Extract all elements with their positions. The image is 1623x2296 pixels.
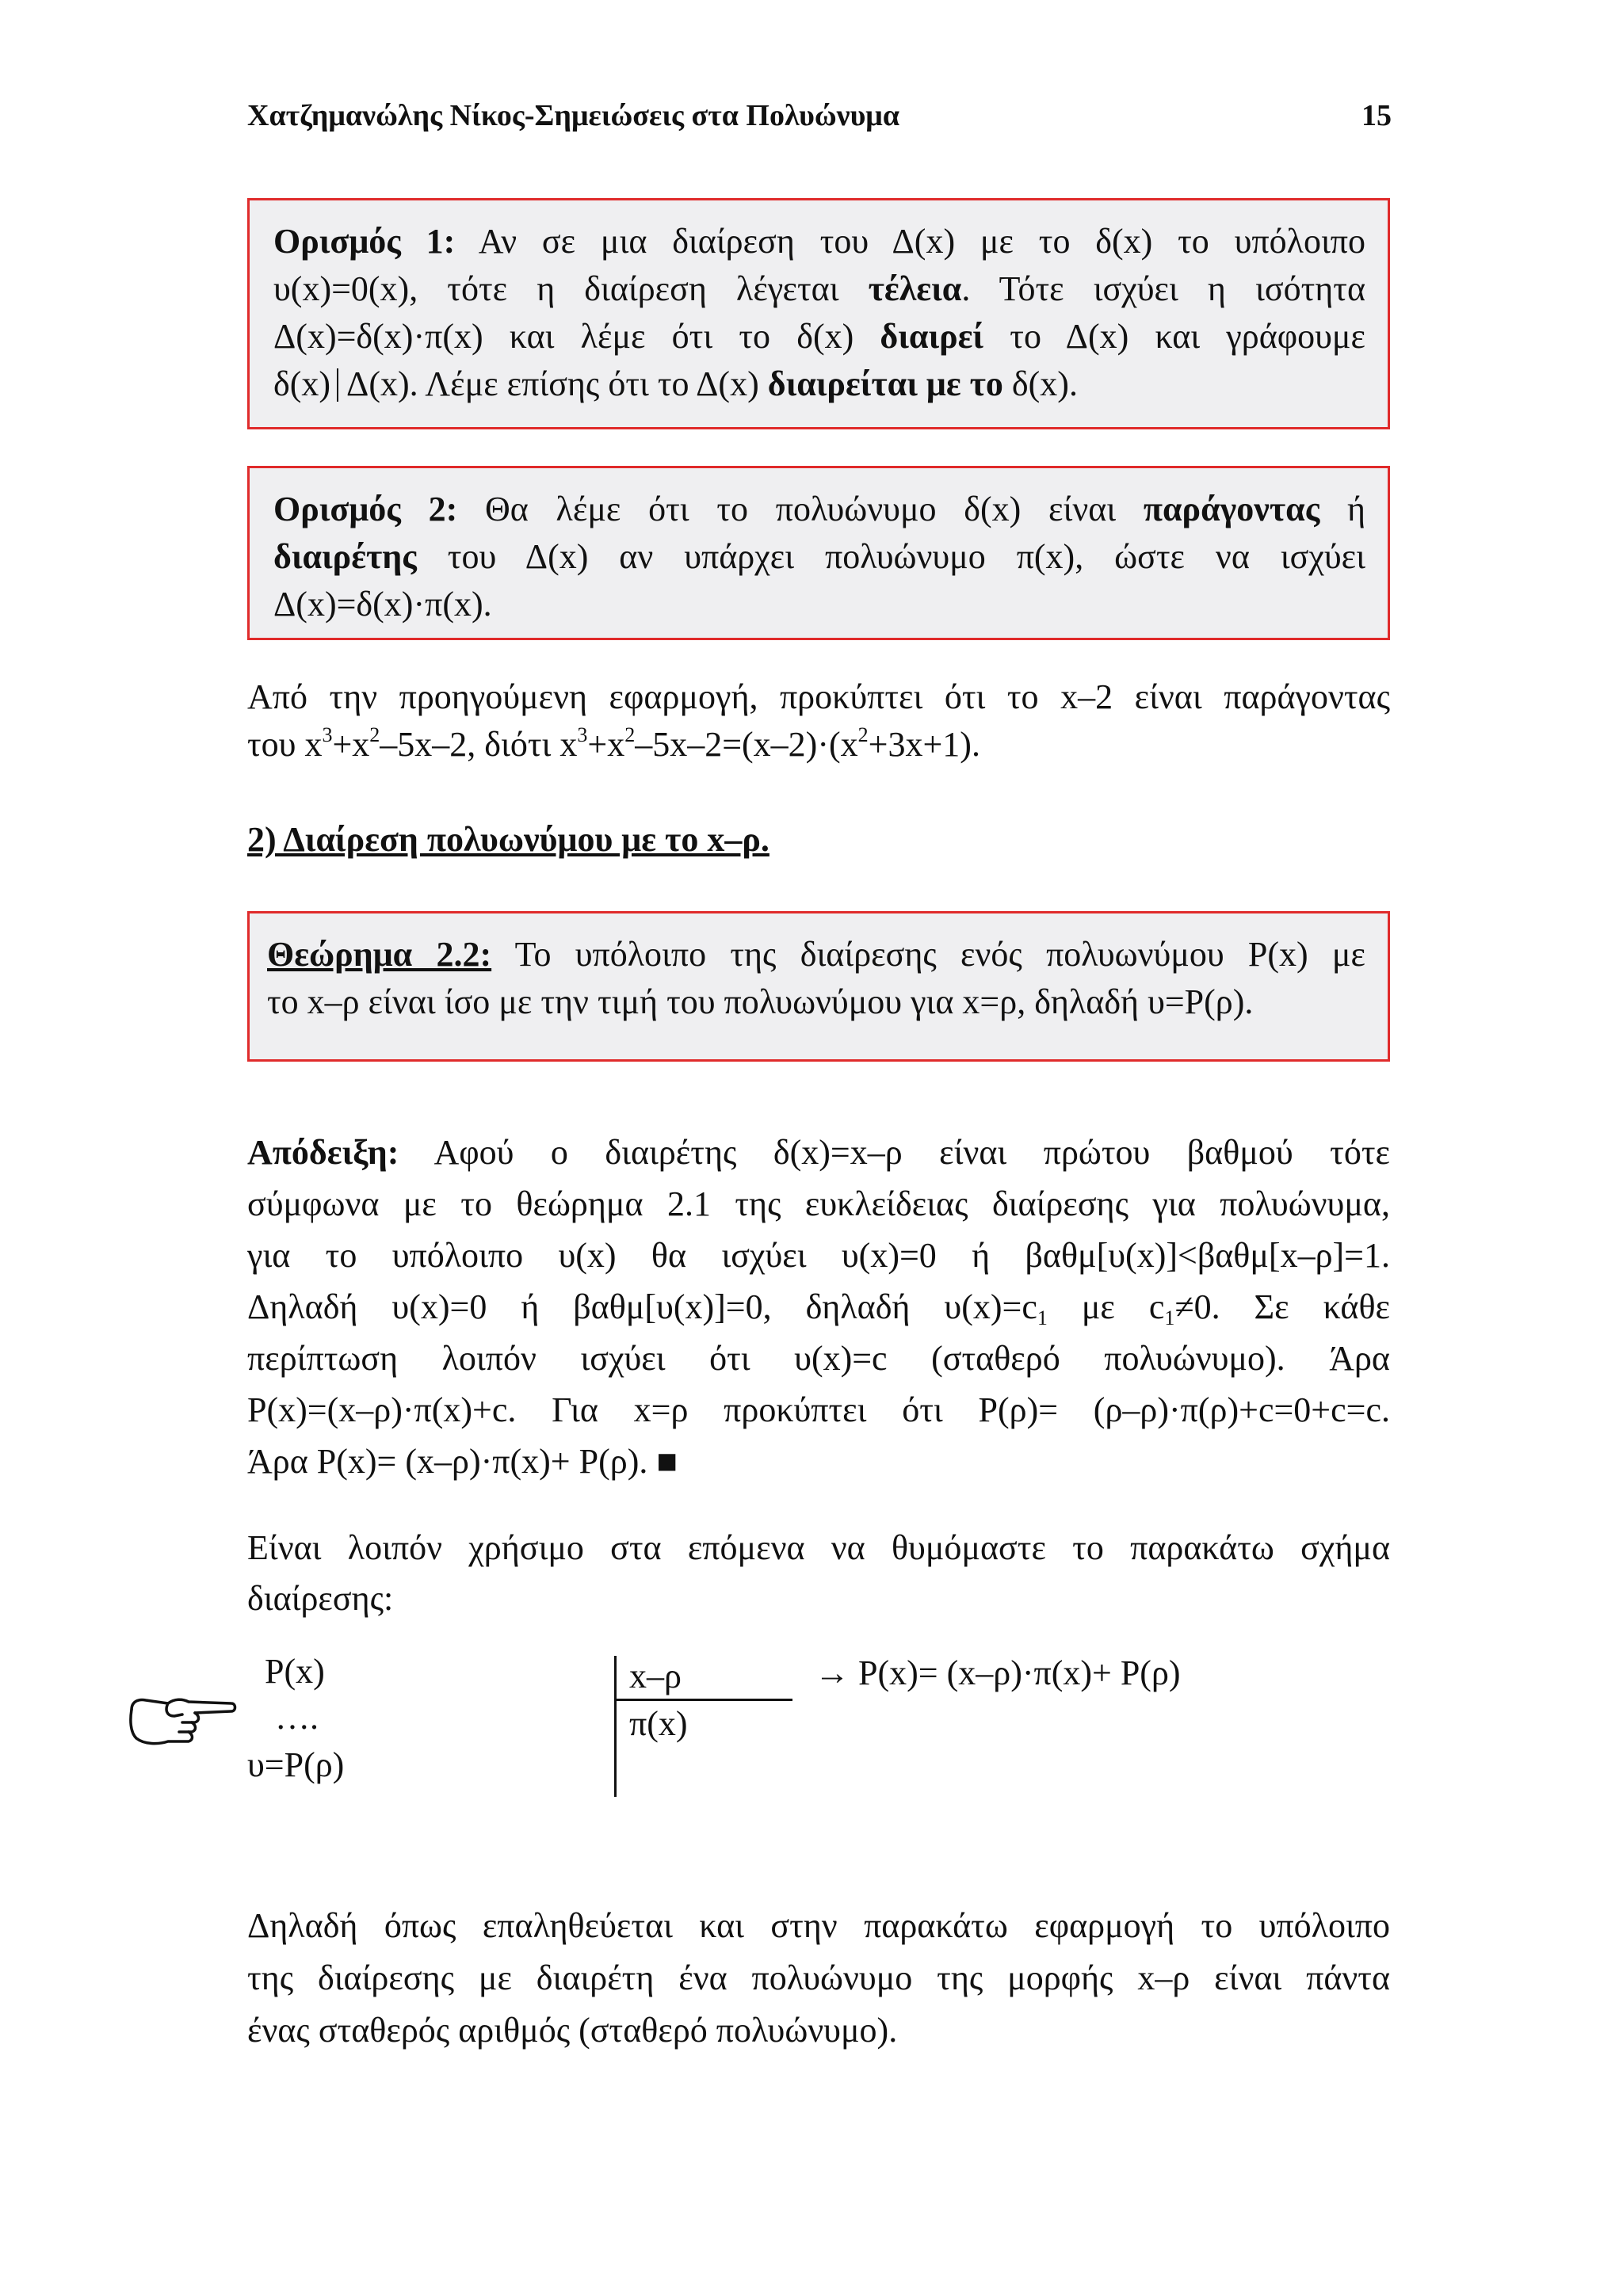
proof-label: Απόδειξη: <box>247 1133 399 1172</box>
closing-paragraph: Δηλαδή όπως επαληθεύεται και στην παρακάτω εφαρμογή το υπόλοιπο της διαίρεσης με διαιρέτη ένα πολυώνυμο της μορφής x–ρ είναι πάντα ένας σταθερός αριθμός (σταθερό πολυώνυμο). <box>247 1906 1390 2050</box>
division-scheme <box>247 1648 1181 1806</box>
page-number: 15 <box>1361 99 1392 132</box>
factor-paragraph: Από την προηγούμενη εφαρμογή, προκύπτει ότι το x–2 είναι παράγοντας του $x^3+x^2-5x-2$, διότι $x^3+x^2-5x-2=(x-2)\cdot(x^2+3x+1)$. <box>247 677 1390 764</box>
definition-1-text: Ορισμός 1: Αν σε μια διαίρεση του Δ(x) με το δ(x) το υπόλοιπο υ(x)=0(x), τότε η διαίρεση λέγεται τέλεια. Τότε ισχύει η ισότητα Δ(x)=δ(x)·π(x) και λέμε ότι το δ(x) διαιρεί το Δ(x) και γράφουμε δ(x) Δ(x). Λέμε επίσης ότι το Δ(x) διαιρείται με το δ(x). <box>273 222 1365 403</box>
theorem-label: Θεώρημα 2.2: <box>267 935 492 974</box>
definition-2-box <box>247 466 1390 640</box>
proof-paragraph: Απόδειξη: Αφού ο διαιρέτης δ(x)=x–ρ είναι πρώτου βαθμού τότε σύμφωνα με το θεώρημα 2.1 της ευκλείδειας διαίρεσης για πολυώνυμα, για το υπόλοιπο υ(x) θα ισχύει υ(x)=0 ή βαθμ[υ(x)]<βαθμ[x–ρ]=1. Δηλαδή υ(x)=0 ή βαθμ[υ(x)]=0, δηλαδή $\upsilon(x)=c_1$ με $c_1\ne 0$. Σε κάθε περίπτωση λοιπόν ισχύει ότι υ(x)=c (σταθερό πολυώνυμο). Άρα P(x)=(x–ρ)·π(x)+c. Για x=ρ προκύπτει ότι P(ρ)= (ρ–ρ)·π(ρ)+c=0+c=c. Άρα P(x)= (x–ρ)·π(x)+ P(ρ). ■ <box>247 1133 1391 1481</box>
definition-1-label: Ορισμός 1: <box>273 222 456 261</box>
scheme-horizontal-line <box>614 1699 792 1701</box>
scheme-vertical-line <box>614 1656 617 1797</box>
definition-1-box <box>247 198 1390 429</box>
scheme-intro-paragraph: Είναι λοιπόν χρήσιμο στα επόμενα να θυμόμαστε το παρακάτω σχήμα διαίρεσης: <box>247 1528 1390 1618</box>
divides-bar <box>337 368 338 402</box>
definition-2-label: Ορισμός 2: <box>273 490 458 528</box>
section-heading: 2) Διαίρεση πολυωνύμου με το x–ρ. <box>247 820 769 859</box>
definition-2-text: Ορισμός 2: Θα λέμε ότι το πολυώνυμο δ(x) είναι παράγοντας ή διαιρέτης του Δ(x) αν υπάρχει πολυώνυμο π(x), ώστε να ισχύει Δ(x)=δ(x)·π(x). <box>273 490 1366 624</box>
scheme-dots: …. <box>275 1698 319 1737</box>
scheme-quotient: π(x) <box>629 1704 688 1743</box>
theorem-text: Θεώρημα 2.2: Το υπόλοιπο της διαίρεσης ενός πολυωνύμου P(x) με το x–ρ είναι ίσο με την τιμή του πολυωνύμου για x=ρ, δηλαδή υ=P(ρ). <box>267 935 1366 1021</box>
running-header-title: Χατζημανώλης Νίκος-Σημειώσεις στα Πολυώνυμα <box>247 99 900 132</box>
scheme-divisor: x–ρ <box>629 1657 682 1695</box>
theorem-box <box>247 911 1390 1062</box>
scheme-result: → P(x)= (x–ρ)·π(x)+ P(ρ) <box>815 1653 1181 1692</box>
scheme-dividend: P(x) <box>265 1652 325 1691</box>
scheme-remainder: υ=P(ρ) <box>247 1745 345 1784</box>
pointing-hand-icon <box>127 1692 238 1751</box>
